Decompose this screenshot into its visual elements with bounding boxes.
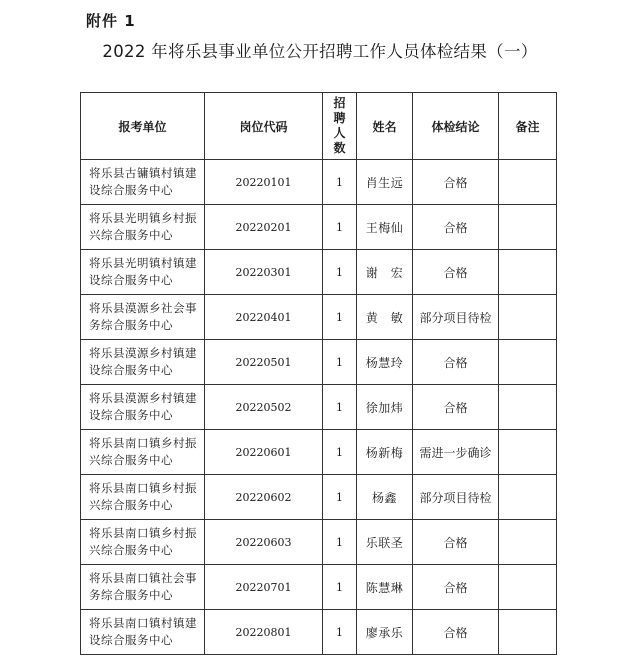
table-row <box>81 295 557 340</box>
cell-code: 20220602 <box>205 475 323 520</box>
cell-count: 1 <box>323 205 357 250</box>
cell-code: 20220301 <box>205 250 323 295</box>
document-title: 2022 年将乐县事业单位公开招聘工作人员体检结果（一） <box>102 42 538 61</box>
cell-unit-line: 将乐县南口镇乡村振 <box>89 481 197 495</box>
cell-remark <box>499 250 557 295</box>
cell-remark <box>499 340 557 385</box>
cell-code: 20220502 <box>205 385 323 430</box>
cell-unit-line: 将乐县漠源乡村镇建 <box>89 391 197 405</box>
cell-unit-line: 将乐县漠源乡社会事 <box>89 301 197 315</box>
cell-code: 20220501 <box>205 340 323 385</box>
cell-count: 1 <box>323 565 357 610</box>
cell-remark <box>499 205 557 250</box>
cell-code: 20220603 <box>205 520 323 565</box>
cell-unit-line: 将乐县漠源乡村镇建 <box>89 346 197 360</box>
table-row <box>81 475 557 520</box>
cell-result: 合格 <box>413 160 499 205</box>
cell-code: 20220801 <box>205 610 323 655</box>
cell-name: 杨慧玲 <box>357 340 413 385</box>
cell-count: 1 <box>323 250 357 295</box>
table-row <box>81 160 557 205</box>
table-row <box>81 520 557 565</box>
cell-unit <box>81 430 205 475</box>
cell-result: 合格 <box>413 340 499 385</box>
cell-code: 20220701 <box>205 565 323 610</box>
cell-name: 杨鑫 <box>357 475 413 520</box>
cell-unit-line: 务综合服务中心 <box>89 318 173 332</box>
cell-unit <box>81 475 205 520</box>
cell-remark <box>499 565 557 610</box>
cell-unit-line: 务综合服务中心 <box>89 588 173 602</box>
cell-name: 徐加炜 <box>357 385 413 430</box>
header-count-char: 聘 <box>333 111 346 125</box>
cell-remark <box>499 520 557 565</box>
cell-result: 部分项目待检 <box>413 475 499 520</box>
table-row <box>81 565 557 610</box>
cell-result: 部分项目待检 <box>413 295 499 340</box>
cell-unit-line: 兴综合服务中心 <box>89 228 173 242</box>
cell-count: 1 <box>323 340 357 385</box>
cell-remark <box>499 295 557 340</box>
cell-unit-line: 兴综合服务中心 <box>89 453 173 467</box>
cell-unit-line: 兴综合服务中心 <box>89 543 173 557</box>
cell-result: 合格 <box>413 610 499 655</box>
cell-result: 合格 <box>413 565 499 610</box>
cell-name: 谢 宏 <box>357 250 413 295</box>
cell-unit-line: 将乐县光明镇村镇建 <box>89 256 197 270</box>
cell-unit-line: 设综合服务中心 <box>89 408 173 422</box>
table-header-row <box>81 93 557 160</box>
attachment-label: 附件 1 <box>86 12 136 30</box>
header-unit: 报考单位 <box>81 93 205 160</box>
cell-unit <box>81 250 205 295</box>
header-count <box>323 93 357 160</box>
cell-unit-line: 设综合服务中心 <box>89 363 173 377</box>
cell-unit <box>81 565 205 610</box>
cell-count: 1 <box>323 475 357 520</box>
cell-count: 1 <box>323 610 357 655</box>
cell-remark <box>499 610 557 655</box>
cell-name: 王梅仙 <box>357 205 413 250</box>
cell-name: 廖承乐 <box>357 610 413 655</box>
cell-count: 1 <box>323 385 357 430</box>
cell-code: 20220101 <box>205 160 323 205</box>
table-row <box>81 385 557 430</box>
cell-unit-line: 设综合服务中心 <box>89 183 173 197</box>
table-row <box>81 250 557 295</box>
cell-count: 1 <box>323 160 357 205</box>
cell-name: 乐联圣 <box>357 520 413 565</box>
header-result: 体检结论 <box>413 93 499 160</box>
cell-result: 合格 <box>413 385 499 430</box>
cell-code: 20220601 <box>205 430 323 475</box>
cell-name: 黄 敏 <box>357 295 413 340</box>
header-name: 姓名 <box>357 93 413 160</box>
header-code: 岗位代码 <box>205 93 323 160</box>
cell-name: 肖生远 <box>357 160 413 205</box>
cell-unit <box>81 385 205 430</box>
cell-unit <box>81 160 205 205</box>
cell-remark <box>499 385 557 430</box>
cell-count: 1 <box>323 520 357 565</box>
header-count-char: 数 <box>333 141 346 155</box>
cell-unit-line: 将乐县光明镇乡村振 <box>89 211 197 225</box>
cell-unit-line: 将乐县南口镇村镇建 <box>89 616 197 630</box>
cell-name: 陈慧琳 <box>357 565 413 610</box>
table-row <box>81 205 557 250</box>
cell-remark <box>499 160 557 205</box>
cell-unit-line: 兴综合服务中心 <box>89 498 173 512</box>
table-row <box>81 340 557 385</box>
cell-result: 合格 <box>413 520 499 565</box>
cell-unit-line: 将乐县南口镇乡村振 <box>89 526 197 540</box>
cell-result: 需进一步确诊 <box>413 430 499 475</box>
header-remark: 备注 <box>499 93 557 160</box>
cell-unit-line: 设综合服务中心 <box>89 273 173 287</box>
cell-unit <box>81 520 205 565</box>
cell-unit-line: 将乐县南口镇社会事 <box>89 571 197 585</box>
cell-unit-line: 将乐县古镛镇村镇建 <box>89 166 197 180</box>
results-table <box>80 92 557 655</box>
table-row <box>81 430 557 475</box>
cell-unit <box>81 295 205 340</box>
cell-unit <box>81 340 205 385</box>
cell-code: 20220401 <box>205 295 323 340</box>
cell-result: 合格 <box>413 205 499 250</box>
header-count-char: 招 <box>333 96 346 110</box>
cell-remark <box>499 475 557 520</box>
cell-count: 1 <box>323 295 357 340</box>
header-count-char: 人 <box>333 126 346 140</box>
cell-unit-line: 设综合服务中心 <box>89 633 173 647</box>
cell-result: 合格 <box>413 250 499 295</box>
cell-name: 杨新梅 <box>357 430 413 475</box>
cell-unit <box>81 205 205 250</box>
cell-unit-line: 将乐县南口镇乡村振 <box>89 436 197 450</box>
cell-code: 20220201 <box>205 205 323 250</box>
cell-count: 1 <box>323 430 357 475</box>
cell-unit <box>81 610 205 655</box>
table-row <box>81 610 557 655</box>
cell-remark <box>499 430 557 475</box>
